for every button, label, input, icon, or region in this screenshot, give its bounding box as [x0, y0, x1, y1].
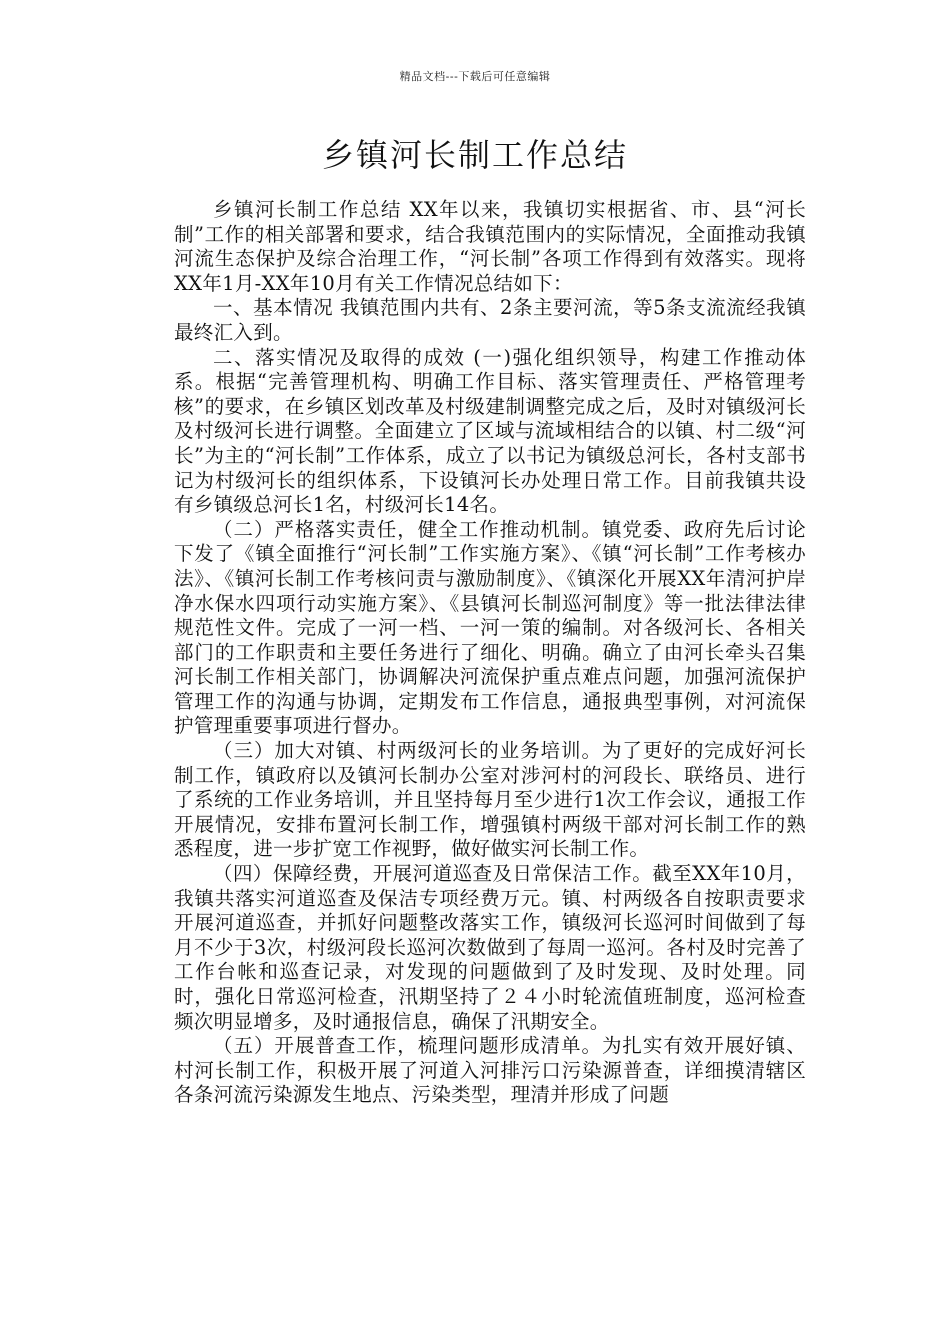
paragraph-intro: 乡镇河长制工作总结 XX年以来，我镇切实根据省、市、县“河长制”工作的相关部署和要求，结合我镇范围内的实际情况，全面推动我镇河流生态保护及综合治理工作，“河长制”各项工作得到有效落实。现将XX年1月-XX年10月有关工作情况总结如下： — [174, 198, 806, 295]
paragraph-section-2-part-5: （五）开展普查工作，梳理问题形成清单。为扎实有效开展好镇、村河长制工作，积极开展了河道入河排污口污染源普查，详细摸清辖区各条河流污染源发生地点、污染类型，理清并形成了问题 — [174, 1034, 806, 1107]
paragraph-section-2-part-2: （二）严格落实责任，健全工作推动机制。镇党委、政府先后讨论下发了《镇全面推行“河长制”工作实施方案》、《镇“河长制”工作考核办法》、《镇河长制工作考核问责与激励制度》、《镇深化开展XX年清河护岸净水保水四项行动实施方案》、《县镇河长制巡河制度》等一批法律法律规范性文件。完成了一河一档、一河一策的编制。对各级河长、各相关部门的工作职责和主要任务进行了细化、明确。确立了由河长牵头召集河长制工作相关部门，协调解决河流保护重点难点问题，加强河流保护管理工作的沟通与协调，定期发布工作信息，通报典型事例，对河流保护管理重要事项进行督办。 — [174, 517, 806, 738]
paragraph-basic-situation: 一、基本情况 我镇范围内共有、2条主要河流，等5条支流流经我镇最终汇入到。 — [174, 296, 806, 344]
paragraph-section-2-part-4: （四）保障经费，开展河道巡查及日常保洁工作。截至XX年10月，我镇共落实河道巡查及保洁专项经费万元。镇、村两级各自按职责要求开展河道巡查，并抓好问题整改落实工作，镇级河长巡河时间做到了每月不少于3次，村级河段长巡河次数做到了每周一巡河。各村及时完善了工作台帐和巡查记录，对发现的问题做到了及时发现、及时处理。同时，强化日常巡河检查，汛期坚持了２４小时轮流值班制度，巡河检查频次明显增多，及时通报信息，确保了汛期安全。 — [174, 862, 806, 1033]
header-note: 精品文档---下载后可任意编辑 — [399, 70, 551, 83]
paragraph-section-2-part-1: 二、落实情况及取得的成效 (一)强化组织领导，构建工作推动体系。根据“完善管理机构、明确工作目标、落实管理责任、严格管理考核”的要求，在乡镇区划改革及村级建制调整完成之后，及时对镇级河长及村级河长进行调整。全面建立了区域与流域相结合的以镇、村二级“河长”为主的“河长制”工作体系，成立了以书记为镇级总河长，各村支部书记为村级河长的组织体系，下设镇河长办处理日常工作。目前我镇共设有乡镇级总河长1名，村级河长14名。 — [174, 345, 806, 517]
document-body — [174, 198, 806, 1108]
paragraph-section-2-part-3: （三）加大对镇、村两级河长的业务培训。为了更好的完成好河长制工作，镇政府以及镇河长制办公室对涉河村的河段长、联络员、进行了系统的工作业务培训，并且坚持每月至少进行1次工作会议，通报工作开展情况，安排布置河长制工作，增强镇村两级干部对河长制工作的熟悉程度，进一步扩宽工作视野，做好做实河长制工作。 — [174, 739, 806, 861]
document-title: 乡镇河长制工作总结 — [321, 136, 628, 174]
